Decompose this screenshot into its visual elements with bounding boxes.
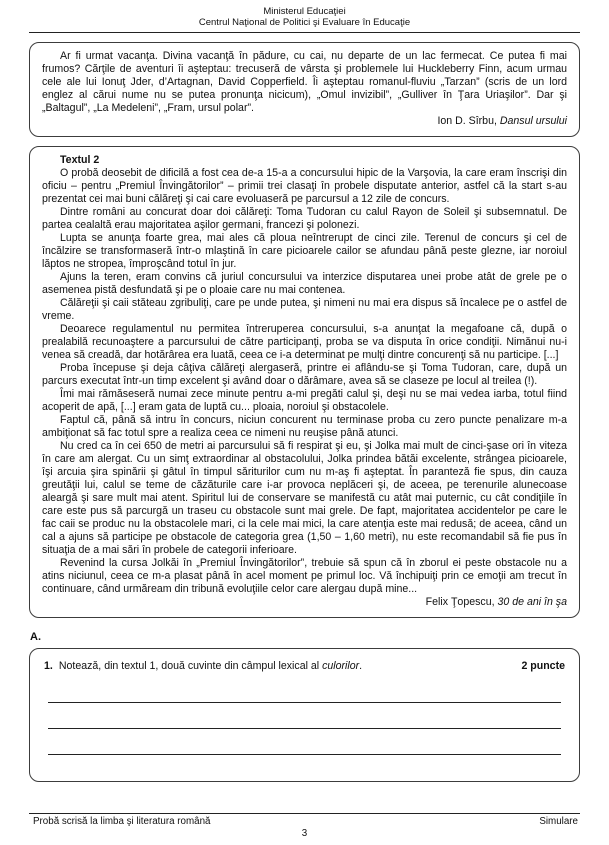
page-header [0,0,609,28]
header-divider [29,32,580,33]
question1-text [59,660,510,673]
footer-right: Simulare [539,816,578,827]
text1-attribution [42,115,567,128]
answer-line [48,729,561,755]
question1-box [29,648,580,782]
text2-paragraph: Îmi mai rămăseseră numai zece minute pentru a-mi pregăti calul şi, deşi nu se mai vedea iarba, totul fiind acoperit de apă, [...] eram gata de luptă cu... ploaia, noroiul şi obstacolele. [42,388,567,413]
text1-paragraph: Ar fi urmat vacanţa. Divina vacanţă în pădure, cu cai, nu departe de un lac fermecat. Ce putea fi mai frumos? Cărţile de aventuri îi aşteptau: trecuseră de vârsta şi problemele lui Huckleberry Finn, acum urmau cele ale lui Ionuţ Jder, d’Artagnan, David Copperfield. Îi aşteptau romanul-fluviu „Tarzan” (scris de un lord englez al cărui nume nu se putea pronunţa nicicum), „Omul invizibil”, „Gulliver în Ţara Uriaşilor”. Dar şi „Baltagul”, „La Medeleni”, „Fram, ursul polar”. [42,50,567,114]
text2-paragraph: O probă deosebit de dificilă a fost cea de-a 15-a a concursului hipic de la Varşovia, la care eram înscrişi din oficiu – pentru „Premiul Învingătorilor” – primii trei clasaţi în probele disputate anterior, astfel că la start s-au prezentat cei mai buni călăreţi şi cai care evoluaseră pe parcursul a 12 zile de concurs. [42,167,567,205]
text1-author: Ion D. Sîrbu, [437,115,500,127]
question1-text-suffix: . [359,660,363,672]
text2-paragraph: Lupta se anunţa foarte grea, mai ales că ploua neîntrerupt de cinci zile. Terenul de concurs şi cel de încălzire se transformaseră într-o mlaştină în care picioarele cailor se afundau până peste glezne, iar noroiul lăptos ne stropea, împroşcând totul în jur. [42,232,567,270]
text2-heading: Textul 2 [60,154,100,166]
text2-paragraph: Revenind la cursa Jolkăi în „Premiul Învingătorilor”, trebuie să spun că în zborul ei peste obstacole nu a atins niciunul, ceea ce m-a plasat până în acel moment pe primul loc. Vă închipuiţi prin ce emoţii am trecut în continuare, când urmăream din tribună evoluţiile celor care alergau după mine... [42,557,567,595]
footer-row [0,816,609,827]
answer-line [48,703,561,729]
question1-text-main: Notează, din textul 1, două cuvinte din câmpul lexical al [58,660,323,672]
section-a-label: A. [30,631,41,643]
text2-author: Felix Ţopescu, [425,596,498,608]
answer-area [48,677,561,755]
page-footer [0,813,609,839]
text2-paragraph: Deoarece regulamentul nu permitea întreruperea concursului, s-a anunţat la megafoane că, după o prealabilă recunoaştere a parcursului de către participanţi, proba se va disputa în orice condiţii. Nimănui nu-i venea să creadă, dar hotărârea era luată, ceea ce i-a determinat pe mulţi dintre concurenţi să nu participe. [...] [42,323,567,361]
question1-points: 2 puncte [521,660,565,672]
question1-number: 1. [44,660,53,672]
text2-paragraph: Călăreţii şi caii stăteau zgribuliţi, care pe unde putea, şi nimeni nu mai era dispus să încalece pe o astfel de vreme. [42,297,567,322]
question1-italic-word: culorilor [322,660,360,672]
footer-left: Probă scrisă la limba şi literatura română [33,816,211,827]
footer-divider [29,813,580,814]
text1-box [29,42,580,137]
header-line-2: Centrul Naţional de Politici şi Evaluare în Educaţie [198,17,411,28]
answer-line [48,677,561,703]
question1-row [44,660,565,673]
text2-title: 30 de ani în şa [497,596,567,608]
text1-title: Dansul ursului [499,115,567,127]
text2-paragraph: Ajuns la teren, eram convins că juriul concursului va interzice disputarea unei probe atât de grele pe o asemenea pistă desfundată şi pe o ploaie care nu mai contenea. [42,271,567,296]
footer-page-number: 3 [301,828,308,839]
text2-paragraph: Nu cred ca în cei 650 de metri ai parcursului să fi respirat şi eu, şi Jolka mai mult de cinci-şase ori în viteza în care am alergat. Cu un simţ extraordinar al obstacolului, Jolka prindea bătăi excelente, strângea picioarele, îşi arcuia şira spinării şi gâtul în timpul săriturilor cum nu m-aş fi aşteptat. În paranteză fie spus, din cauza greutăţii lui, calul se teme de căzăturile care i-ar provoca neplăceri şi, de aceea, pe terenurile alunecoase aleargă şi sare mult mai atent. Spiritul lui de conservare se manifestă cu atât mai puternic, cu cât condiţiile în care este pus să parcurgă un traseu cu obstacole sunt mai grele. De fapt, majoritatea accidentelor pe care le fac caii se produc nu la obstacolele mari, ci la cele mai mici, la care atenţia este mai redusă; de aceea, când un cal a ajuns să participe pe obstacole de categoria grea (1,50 – 1,60 metri), nu este recomandabil să fie pus în situaţia de a mai sări în probele de categorii inferioare. [42,440,567,556]
header-line-1: Ministerul Educaţiei [263,6,346,17]
text2-paragraph: Faptul că, până să intru în concurs, niciun concurent nu terminase proba cu zero puncte penalizare m-a ambiţionat să fac totul spre a realiza ceea ce nimeni nu reuşise până atunci. [42,414,567,439]
text2-box [29,146,580,618]
text2-paragraph: Dintre români au concurat doar doi călăreţi: Toma Tudoran cu calul Rayon de Soleil şi subsemnatul. De partea cealaltă erau majoritatea aşilor germani, francezi şi polonezi. [42,206,567,231]
text2-paragraph: Proba începuse şi deja câţiva călăreţi alergaseră, printre ei aflându-se şi Toma Tudoran, care, după un parcurs executat într-un timp excelent şi având doar o dărâmare, avea să se claseze pe locul al treilea (!). [42,362,567,387]
text2-attribution [42,596,567,609]
